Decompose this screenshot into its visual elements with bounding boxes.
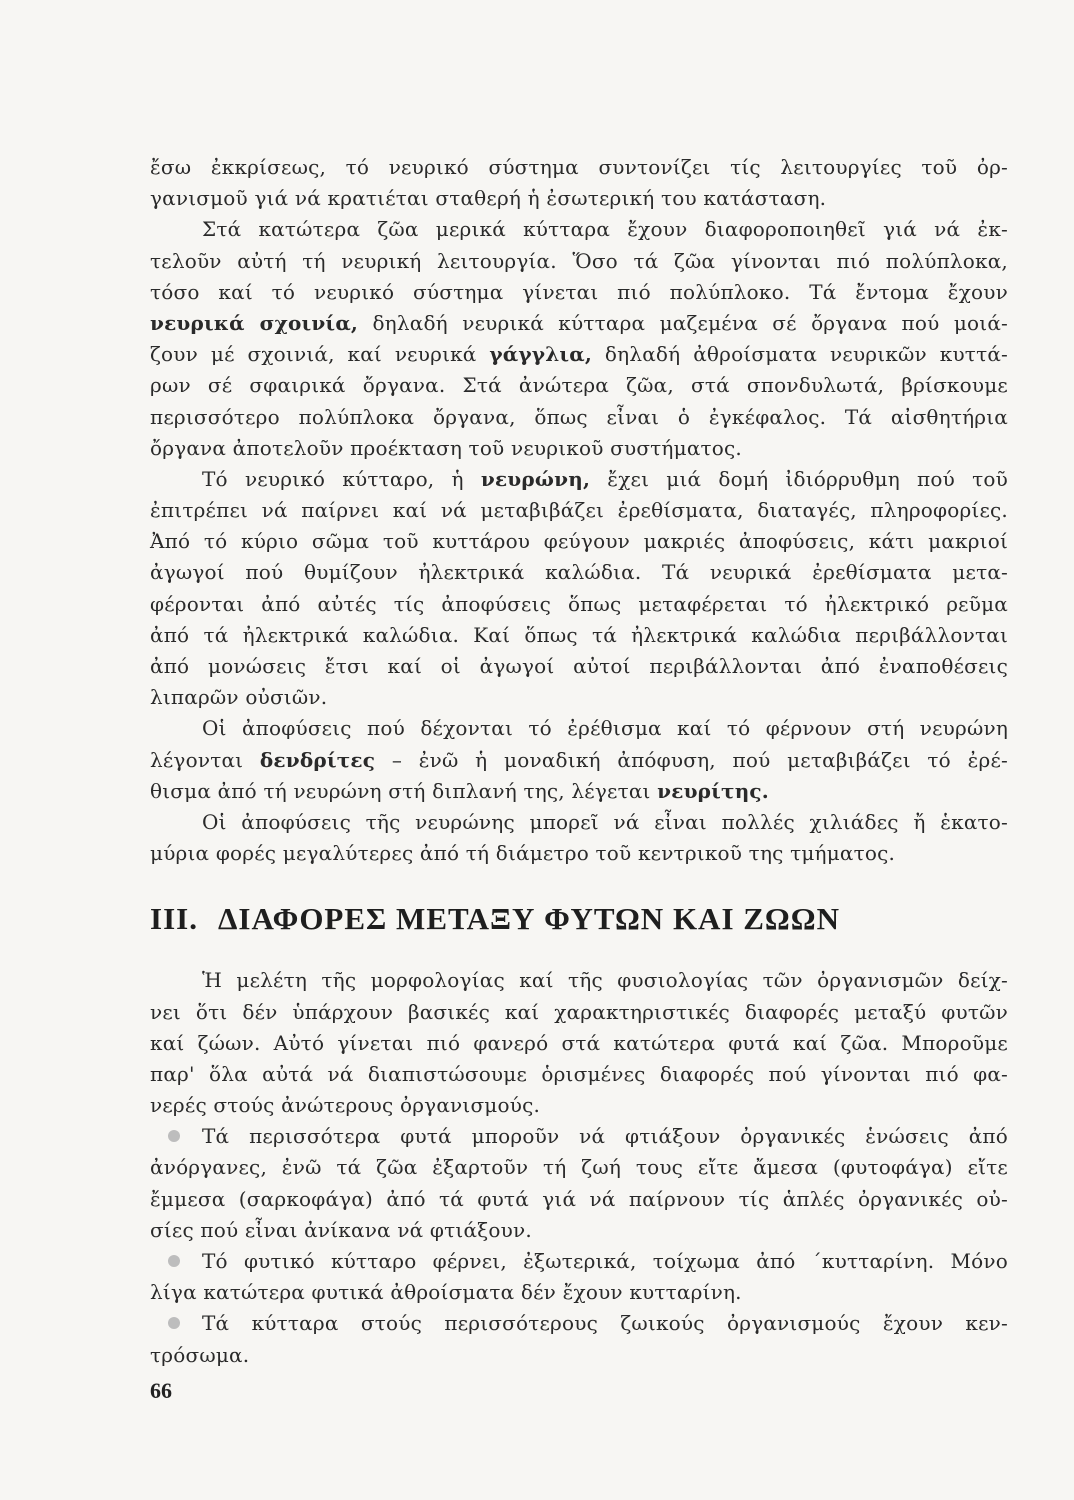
paragraph-nervous-complexity	[150, 214, 1008, 464]
text-line: νει ὅτι δέν ὑπάρχουν βασικές καί χαρακτηριστικές διαφορές μεταξύ φυτῶν	[150, 999, 1008, 1024]
text-run: Τό νευρικό κύτταρο, ἡ	[202, 466, 481, 491]
text-line	[150, 1246, 1008, 1277]
text-line: νερές στούς ἀνώτερους ὀργανισμούς.	[150, 1093, 541, 1118]
section-number: III.	[150, 901, 198, 937]
bullet-dot-icon	[168, 1130, 180, 1142]
text-run: ζουν μέ σχοινιά, καί νευρικά	[150, 342, 490, 367]
text-line: καί ζώων. Αὐτό γίνεται πιό φανερό στά κατώτερα φυτά καί ζῶα. Μποροῦμε	[150, 1030, 1008, 1055]
text-line: γανισμοῦ γιά νά κρατιέται σταθερή ἡ ἐσωτερική του κατάσταση.	[150, 186, 827, 211]
bullet-dot-icon	[168, 1255, 180, 1267]
bold-term: δενδρίτες	[259, 747, 376, 772]
text-line: ἀπό μονώσεις ἔτσι καί οἱ ἀγωγοί αὐτοί περιβάλλονται ἀπό ἐναποθέσεις	[150, 654, 1008, 678]
text-run: δηλαδή ἀθροίσματα νευρικῶν κυττά-	[592, 342, 1008, 367]
bold-term: νευρώνη,	[480, 466, 591, 491]
text-line: τρόσωμα.	[150, 1342, 250, 1367]
text-line: λίγα κατώτερα φυτικά ἀθροίσματα δέν ἔχουν κυτταρίνη.	[150, 1280, 742, 1305]
text-line: Στά κατώτερα ζῶα μερικά κύτταρα ἔχουν διαφοροποιηθεῖ γιά νά ἐκ-	[202, 217, 1008, 242]
paragraph-dendrites	[150, 713, 1008, 807]
text-run: Τά κύτταρα στούς περισσότερους ζωικούς ὀργανισμούς ἔχουν κεν-	[202, 1311, 1008, 1336]
text-line: τόσο καί τό νευρικό σύστημα γίνεται πιό πολύπλοκο. Τά ἔντομα ἔχουν	[150, 279, 1008, 304]
text-line: ἀπό τά ἠλεκτρικά καλώδια. Καί ὅπως τά ἠλεκτρικά καλώδια περιβάλλονται	[150, 622, 1008, 647]
bold-term: γάγγλια,	[489, 342, 593, 367]
text-line: Οἱ ἀποφύσεις πού δέχονται τό ἐρέθισμα καί τό φέρνουν στή νευρώνη	[202, 716, 1008, 741]
bold-term: νευρίτης.	[657, 778, 769, 803]
section-title: ΔΙΑΦΟΡΕΣ ΜΕΤΑΞΥ ΦΥΤΩΝ ΚΑΙ ΖΩΩΝ	[218, 901, 840, 937]
text-run: θισμα ἀπό τή νευρώνη στή διπλανή της, λέγεται	[150, 778, 658, 803]
text-line: ἀνόργανες, ἐνῶ τά ζῶα ἐξαρτοῦν τή ζωή τους εἴτε ἄμεσα (φυτοφάγα) εἴτε	[150, 1155, 1008, 1180]
text-line: φέρονται ἀπό αὐτές τίς ἀποφύσεις ὅπως μεταφέρεται τό ἠλεκτρικό ρεῦμα	[150, 591, 1008, 616]
text-run: – ἐνῶ ἡ μοναδική ἀπόφυση, πού μεταβιβάζει τό ἐρέ-	[375, 747, 1008, 772]
section-heading	[150, 901, 1008, 937]
text-run: Τό φυτικό κύτταρο φέρνει, ἐξωτερικά, τοίχωμα ἀπό ´κυτταρίνη. Μόνο	[202, 1249, 1008, 1273]
page-number: 66	[150, 1378, 172, 1403]
text-line	[150, 1308, 1008, 1339]
paragraph-axon-length	[150, 807, 1008, 869]
text-line: ἀγωγοί πού θυμίζουν ἠλεκτρικά καλώδια. Τά νευρικά ἐρεθίσματα μετα-	[150, 560, 1008, 585]
text-line: ἔσω ἐκκρίσεως, τό νευρικό σύστημα συντονίζει τίς λειτουργίες τοῦ ὀρ-	[150, 155, 1008, 179]
text-line: τελοῦν αὐτή τή νευρική λειτουργία. Ὅσο τά ζῶα γίνονται πιό πολύπλοκα,	[150, 248, 1008, 273]
text-line: ρων σέ σφαιρικά ὄργανα. Στά ἀνώτερα ζῶα, στά σπονδυλωτά, βρίσκουμε	[150, 373, 1008, 398]
bullet-item	[150, 1121, 1008, 1246]
text-line: Ἡ μελέτη τῆς μορφολογίας καί τῆς φυσιολογίας τῶν ὀργανισμῶν δείχ-	[202, 968, 1008, 993]
text-line	[150, 308, 1008, 339]
text-line: ἐπιτρέπει νά παίρνει καί νά μεταβιβάζει ἐρεθίσματα, διαταγές, πληροφορίες.	[150, 498, 1008, 523]
text-run: ἔχει μιά δομή ἰδιόρρυθμη πού τοῦ	[590, 466, 1009, 491]
text-line	[150, 776, 1008, 807]
text-line: μύρια φορές μεγαλύτερες ἀπό τή διάμετρο τοῦ κεντρικοῦ της τμήματος.	[150, 841, 896, 866]
paragraph-neuron	[150, 464, 1008, 714]
text-line: ἔμμεσα (σαρκοφάγα) ἀπό τά φυτά γιά νά παίρνουν τίς ἁπλές ὀργανικές οὐ-	[150, 1186, 1008, 1211]
text-line	[150, 1121, 1008, 1152]
text-line: σίες πού εἶναι ἀνίκανα νά φτιάξουν.	[150, 1217, 532, 1242]
text-line: ὄργανα ἀποτελοῦν προέκταση τοῦ νευρικοῦ συστήματος.	[150, 435, 742, 460]
text-line: λιπαρῶν οὐσιῶν.	[150, 685, 328, 710]
bold-term: νευρικά σχοινία,	[150, 310, 359, 335]
text-line	[150, 339, 1008, 370]
text-line	[150, 464, 1008, 495]
text-line: Οἱ ἀποφύσεις τῆς νευρώνης μπορεῖ νά εἶναι πολλές χιλιάδες ἤ ἑκατο-	[202, 809, 1008, 834]
paragraph-nervous-system-intro	[150, 152, 1008, 214]
text-line	[150, 745, 1008, 776]
paragraph-plants-animals-intro	[150, 965, 1008, 1121]
text-run: δηλαδή νευρικά κύτταρα μαζεμένα σέ ὄργανα πού μοιά-	[358, 310, 1009, 335]
text-run: Τά περισσότερα φυτά μποροῦν νά φτιάξουν ὀργανικές ἑνώσεις ἀπό	[202, 1124, 1008, 1149]
text-line: Ἀπό τό κύριο σῶμα τοῦ κυττάρου φεύγουν μακριές ἀποφύσεις, κάτι μακριοί	[150, 529, 1008, 554]
text-run: λέγονται	[150, 747, 260, 772]
text-line: περισσότερο πολύπλοκα ὄργανα, ὅπως εἶναι ὁ ἐγκέφαλος. Τά αἰσθητήρια	[150, 404, 1008, 429]
bullet-item	[150, 1308, 1008, 1370]
bullet-item	[150, 1246, 1008, 1308]
page-body	[150, 152, 1008, 1371]
text-line: παρ' ὅλα αὐτά νά διαπιστώσουμε ὁρισμένες διαφορές πού γίνονται πιό φα-	[150, 1061, 1008, 1086]
bullet-dot-icon	[168, 1317, 180, 1329]
